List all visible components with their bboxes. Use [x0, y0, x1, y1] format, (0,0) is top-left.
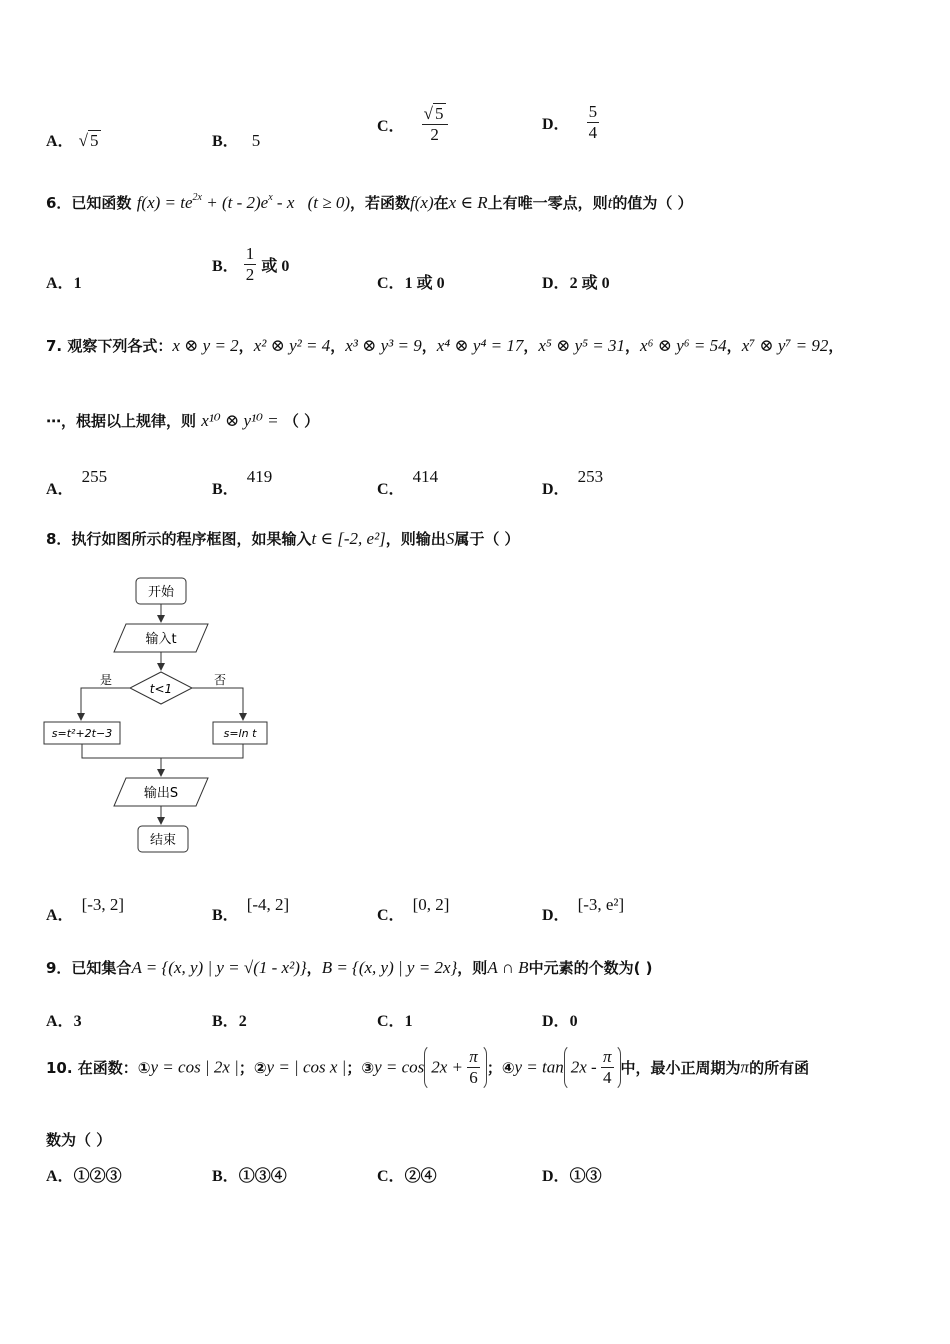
option-d[interactable]: D．253 [542, 467, 604, 498]
separator: ， [625, 337, 641, 355]
option-a[interactable]: A．3 [46, 1013, 82, 1030]
fraction: $\frac{1}{2}$ [245, 244, 255, 284]
option-c[interactable]: C．414 [377, 467, 439, 498]
option-value: 5 [251, 131, 261, 150]
equation: x ⊗ y = 2 [172, 336, 239, 355]
option-label: D． [542, 116, 570, 133]
equation: x⁴ ⊗ y⁴ = 17 [436, 336, 524, 355]
q7-stem-line2: ⋯，根据以上规律，则 x¹⁰ ⊗ y¹⁰ = （ ） [46, 411, 320, 430]
option-b[interactable]: B．[-4, 2] [212, 895, 290, 924]
end-label: 结束 [149, 833, 177, 848]
q7-stem: 7. 观察下列各式：x ⊗ y = 2，x² ⊗ y² = 4，x³ ⊗ y³ = 9，x⁴ ⊗ y⁴ = 17，x⁵ ⊗ y⁵ = 31，x⁶ ⊗ y⁶ = 54，x⁷ ⊗ y⁷ = 92， [46, 336, 844, 355]
option-label: C． [377, 118, 405, 135]
function-expression: $f(x) = te^{2x} + (t - 2)e^x - x$ [136, 192, 295, 212]
equation-list [172, 337, 843, 355]
option-value: $\frac{5}{4}$ [588, 102, 598, 142]
option-b[interactable]: B． $\frac{1}{2}$ 或 0 [212, 244, 290, 284]
start-label: 开始 [147, 585, 175, 600]
option-a[interactable]: A．255 [46, 467, 108, 498]
option-c[interactable]: C．1 或 0 [377, 275, 445, 292]
option-label: B． [212, 133, 239, 150]
separator: ， [523, 337, 539, 355]
process-right-label: s=ln t [223, 727, 257, 740]
output-label: 输出S [143, 786, 179, 801]
option-value: √ 5 [78, 131, 99, 150]
q8-stem: 8．执行如图所示的程序框图，如果输入t ∈ [-2, e²]，则输出S属于（ ） [46, 529, 520, 548]
input-range: t ∈ [-2, e²] [311, 529, 386, 548]
option-d[interactable]: D．[-3, e²] [542, 895, 625, 924]
q10-stem-line2: 数为（ ） [46, 1131, 112, 1149]
decision-label: t<1 [149, 682, 173, 696]
equation: x⁵ ⊗ y⁵ = 31 [538, 336, 626, 355]
option-d[interactable]: D．①③ [542, 1168, 602, 1185]
q10-stem: 10. 在函数：①y = cos | 2x |；②y = | cos x |；③y = cos 2x + $\frac{\pi}{6}$ ；④y = tan 2x - $\frac{\pi}{4}$ 中，最小正周期为π的所有函 [46, 1044, 809, 1091]
option-b[interactable]: B．2 [212, 1013, 247, 1030]
equation: x⁷ ⊗ y⁷ = 92 [741, 336, 829, 355]
option-a[interactable]: A．1 [46, 275, 82, 292]
process-left-label: s=t²+2t−3 [51, 727, 113, 740]
option-d[interactable]: D．2 或 0 [542, 275, 610, 292]
option-a[interactable]: A．[-3, 2] [46, 895, 125, 924]
q9-stem: 9．已知集合A = {(x, y) | y = √(1 - x²)}，B = {(x, y) | y = 2x}，则A ∩ B中元素的个数为( ) [46, 958, 653, 977]
paren-group: 2x - $\frac{\pi}{4}$ [564, 1044, 621, 1091]
equation: x³ ⊗ y³ = 9 [345, 336, 422, 355]
option-label: A． [46, 133, 74, 150]
q6-stem: 6．已知函数 $f(x) = te^{2x} + (t - 2)e^x - x$ (t ≥ 0)，若函数f(x)在x ∈ R上有唯一零点，则t的值为（ ） [46, 192, 693, 212]
input-label: 输入t [145, 632, 177, 647]
option-b[interactable] [212, 128, 260, 151]
equation: x² ⊗ y² = 4 [253, 336, 331, 355]
yes-label: 是 [99, 673, 113, 687]
option-value: $\frac{√ 5}{2}$ [422, 104, 448, 145]
option-a[interactable] [46, 128, 101, 151]
no-label: 否 [213, 673, 227, 687]
target-expression: x¹⁰ ⊗ y¹⁰ = [201, 411, 279, 430]
option-c[interactable]: C．②④ [377, 1168, 437, 1185]
equation: x⁶ ⊗ y⁶ = 54 [640, 336, 727, 355]
option-c[interactable]: C．[0, 2] [377, 895, 450, 924]
option-b[interactable]: B．419 [212, 467, 273, 498]
separator: ， [421, 337, 437, 355]
separator: ， [726, 337, 742, 355]
separator: ， [330, 337, 346, 355]
option-d[interactable] [542, 102, 599, 143]
option-d[interactable]: D．0 [542, 1013, 578, 1030]
separator: ， [828, 337, 844, 355]
paren-group: 2x + $\frac{\pi}{6}$ [424, 1044, 487, 1091]
option-c[interactable]: C．1 [377, 1013, 413, 1030]
set-a: A = {(x, y) | y = √(1 - x²)} [131, 958, 307, 977]
set-b: B = {(x, y) | y = 2x} [321, 958, 458, 977]
flowchart [40, 572, 280, 862]
condition: (t ≥ 0) [307, 193, 351, 212]
option-c[interactable] [377, 104, 448, 145]
option-a[interactable]: A．①②③ [46, 1168, 122, 1185]
option-b[interactable]: B．①③④ [212, 1168, 287, 1185]
separator: ， [238, 337, 254, 355]
